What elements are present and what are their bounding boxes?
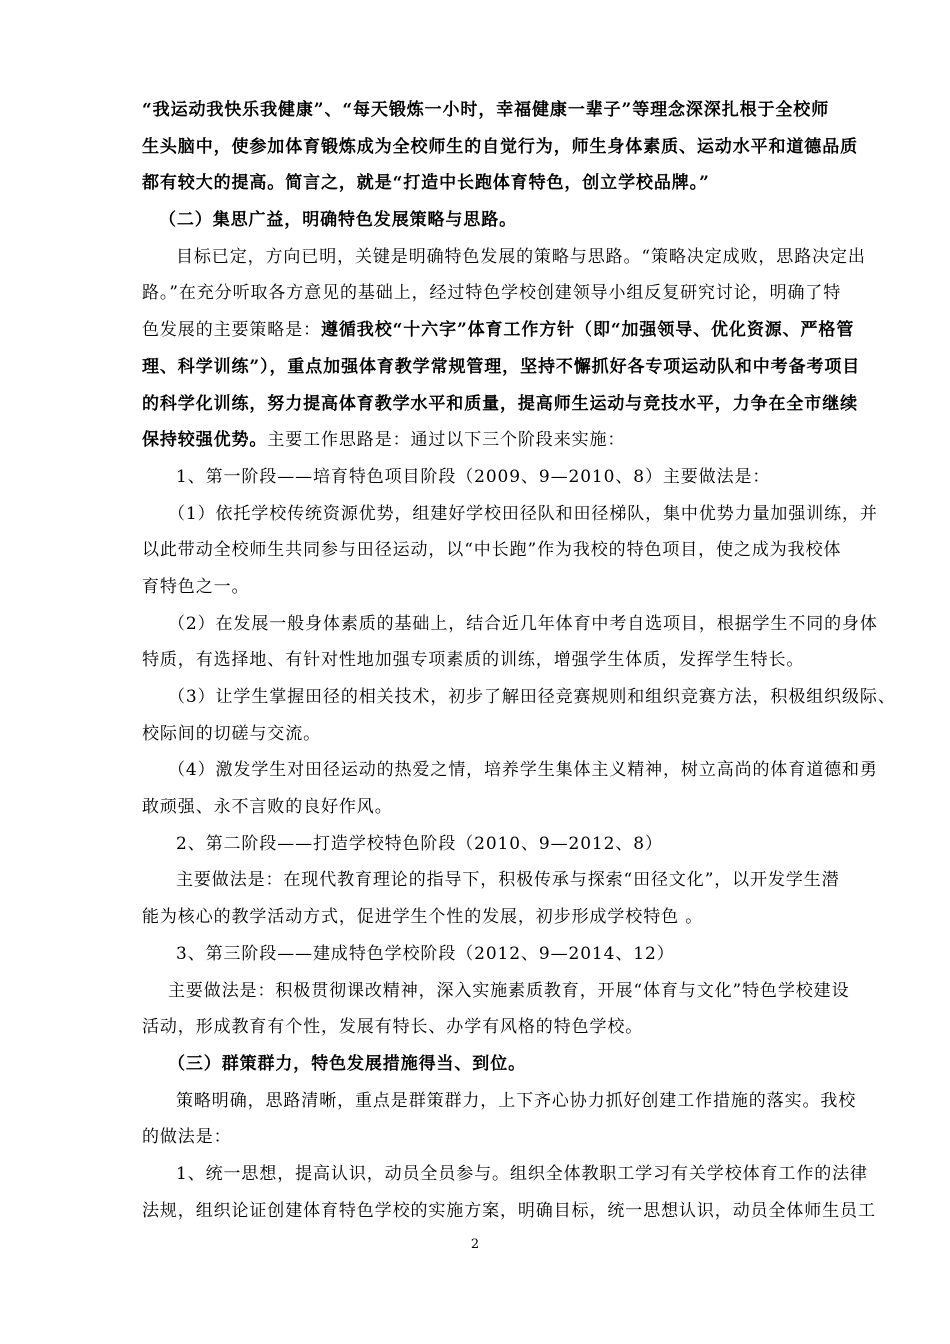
text-line: （1）依托学校传统资源优势，组建好学校田径队和田径梯队，集中优势力量加强训练，并 bbox=[168, 503, 878, 524]
text-line: 1、统一思想，提高认识，动员全员参与。组织全体教职工学习有关学校体育工作的法律 bbox=[176, 1163, 868, 1184]
text-line: 活动，形成教育有个性，发展有特长、办学有风格的特色学校。 bbox=[142, 1017, 644, 1038]
body-text bbox=[142, 92, 896, 1229]
text-line: （3）让学生掌握田径的相关技术，初步了解田径竞赛规则和组织竞赛方法，积极组织级际、 bbox=[168, 687, 896, 707]
text-line: （2）在发展一般身体素质的基础上，结合近几年体育中考自选项目，根据学生不同的身体 bbox=[168, 613, 878, 634]
text-span: 色发展的主要策略是： bbox=[142, 320, 321, 341]
text-span: 主要工作思路是：通过以下三个阶段来实施： bbox=[267, 430, 626, 451]
text-line: 路。”在充分听取各方意见的基础上，经过特色学校创建领导小组反复研究讨论，明确了特 bbox=[142, 283, 842, 304]
text-line: 理、科学训练”），重点加强体育教学常规管理，坚持不懈抓好各专项运动队和中考备考项目 bbox=[142, 356, 861, 377]
page-number: 2 bbox=[470, 1237, 480, 1252]
text-line: 都有较大的提高。简言之，就是“打造中长跑体育特色，创立学校品牌。” bbox=[142, 173, 710, 194]
bold-text-span: 保持较强优势。 bbox=[142, 430, 268, 451]
text-line: 特质，有选择地、有针对性地加强专项素质的训练，增强学生体质，发挥学生特长。 bbox=[142, 650, 805, 671]
text-line: 策略明确，思路清晰，重点是群策群力，上下齐心协力抓好创建工作措施的落实。我校 bbox=[176, 1090, 857, 1111]
text-line: 主要做法是：积极贯彻课改精神，深入实施素质教育，开展“体育与文化”特色学校建设 bbox=[168, 980, 850, 1001]
text-line: 2、第二阶段——打造学校特色阶段（2010、9—2012、8） bbox=[176, 833, 663, 854]
section-heading: （二）集思广益，明确特色发展策略与思路。 bbox=[159, 210, 517, 231]
text-line: （4）激发学生对田径运动的热爱之情，培养学生集体主义精神，树立高尚的体育道德和勇 bbox=[168, 760, 878, 781]
bold-text-span: 遵循我校“十六字”体育工作方针（即“加强领导、优化资源、严格管 bbox=[321, 320, 855, 341]
text-line bbox=[142, 312, 855, 349]
text-line: 3、第三阶段——建成特色学校阶段（2012、9—2014、12） bbox=[176, 943, 675, 964]
text-line: 育特色之一。 bbox=[142, 576, 250, 597]
text-line: 的科学化训练，努力提高体育教学水平和质量，提高师生运动与竞技水平，力争在全市继续 bbox=[142, 393, 858, 414]
text-line: 主要做法是：在现代教育理论的指导下，积极传承与探索“田径文化”，以开发学生潜 bbox=[176, 870, 840, 891]
text-line: 生头脑中，使参加体育锻炼成为全校师生的自觉行为，师生身体素质、运动水平和道德品质 bbox=[142, 136, 858, 157]
text-line: 1、第一阶段——培育特色项目阶段（2009、9—2010、8）主要做法是： bbox=[176, 466, 771, 487]
text-line: 目标已定，方向已明，关键是明确特色发展的策略与思路。“策略决定成败，思路决定出 bbox=[176, 246, 866, 267]
text-line: 敢顽强、永不言败的良好作风。 bbox=[142, 797, 393, 818]
text-line: 能为核心的教学活动方式，促进学生个性的发展，初步形成学校特色 。 bbox=[142, 907, 704, 928]
text-line: 校际间的切磋与交流。 bbox=[142, 723, 321, 744]
text-line bbox=[142, 422, 812, 459]
text-line: “我运动我快乐我健康”、“每天锻炼一小时，幸福健康一辈子”等理念深深扎根于全校师 bbox=[142, 100, 830, 120]
section-heading: （三）群策群力，特色发展措施得当、到位。 bbox=[168, 1053, 526, 1074]
text-line: 法规，组织论证创建体育特色学校的实施方案，明确目标，统一思想认识，动员全体师生员工 bbox=[142, 1200, 876, 1221]
text-line: 的做法是： bbox=[142, 1127, 232, 1148]
text-line: 以此带动全校师生共同参与田径运动，以“中长跑”作为我校的特色项目，使之成为我校体 bbox=[142, 540, 842, 561]
